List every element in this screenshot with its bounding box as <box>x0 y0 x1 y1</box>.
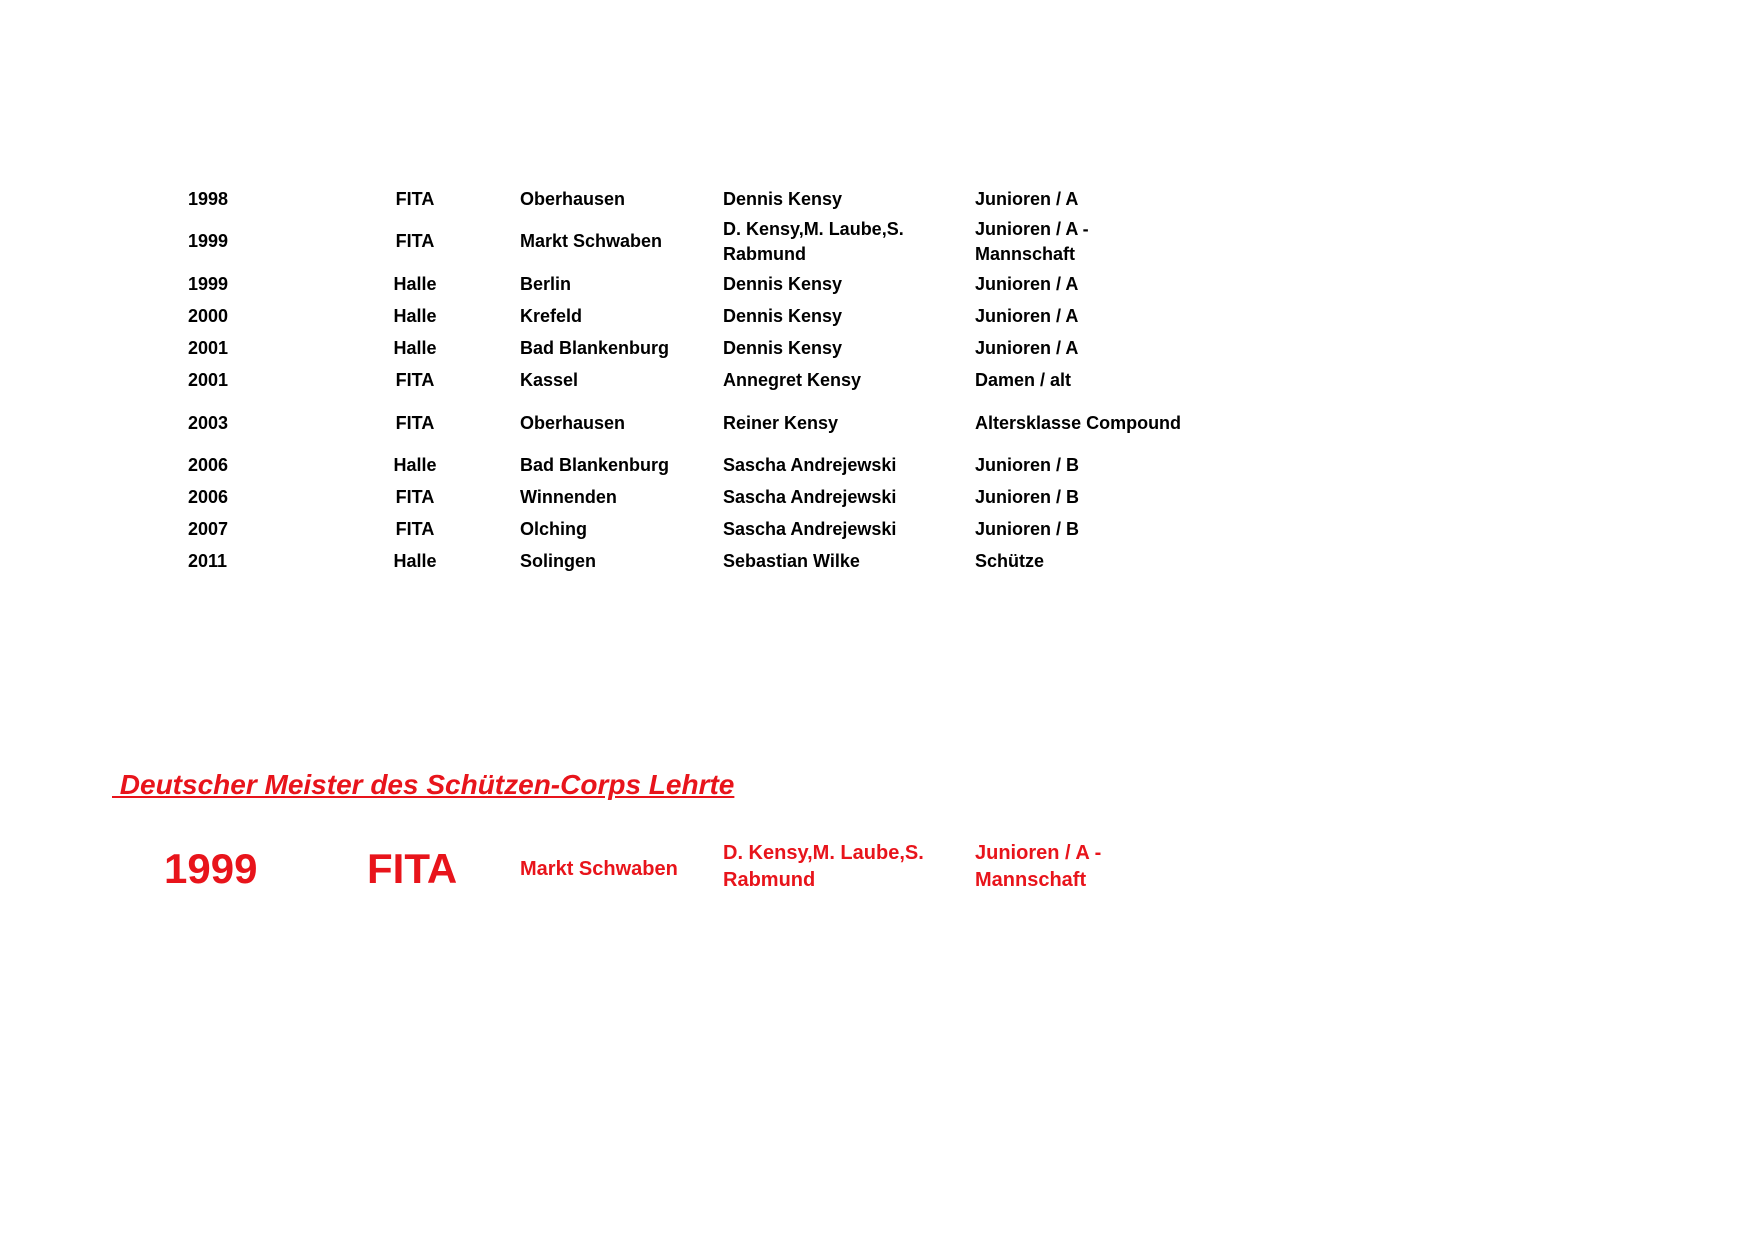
name-cell: Sascha Andrejewski <box>723 487 897 507</box>
type-cell: FITA <box>395 231 435 251</box>
place-cell: Winnenden <box>520 487 617 507</box>
name-cell: Dennis Kensy <box>723 306 843 326</box>
place-cell: Olching <box>520 519 587 539</box>
year-cell: 2003 <box>188 413 229 433</box>
highlight-name: D. Kensy,M. Laube,S. Rabmund <box>723 842 924 891</box>
year-cell: 2001 <box>188 338 229 358</box>
year-cell: 2006 <box>188 455 229 475</box>
name-cell: Annegret Kensy <box>723 370 862 390</box>
class-cell: Altersklasse Compound <box>975 413 1182 433</box>
year-cell: 1999 <box>188 231 229 251</box>
year-cell: 2006 <box>188 487 229 507</box>
year-cell: 2001 <box>188 370 229 390</box>
place-cell: Krefeld <box>520 306 583 326</box>
type-cell: Halle <box>393 274 437 294</box>
class-cell: Junioren / B <box>975 455 1080 475</box>
type-cell: Halle <box>393 338 437 358</box>
highlight-type: FITA <box>367 845 458 892</box>
name-cell: Dennis Kensy <box>723 338 843 358</box>
name-cell: Sascha Andrejewski <box>723 455 897 475</box>
type-cell: FITA <box>395 519 435 539</box>
year-cell: 1998 <box>188 189 229 209</box>
type-cell: FITA <box>395 413 435 433</box>
highlight-place: Markt Schwaben <box>520 858 678 880</box>
place-cell: Kassel <box>520 370 579 390</box>
place-cell: Solingen <box>520 551 596 571</box>
name-cell: D. Kensy,M. Laube,S. Rabmund <box>723 219 904 264</box>
place-cell: Bad Blankenburg <box>520 338 670 358</box>
class-cell: Schütze <box>975 551 1045 571</box>
section-heading: Deutscher Meister des Schützen-Corps Lehrte <box>112 769 735 800</box>
class-cell: Junioren / A <box>975 338 1079 358</box>
type-cell: Halle <box>393 455 437 475</box>
name-cell: Dennis Kensy <box>723 274 843 294</box>
type-cell: Halle <box>393 306 437 326</box>
place-cell: Oberhausen <box>520 189 626 209</box>
place-cell: Bad Blankenburg <box>520 455 670 475</box>
type-cell: FITA <box>395 189 435 209</box>
year-cell: 2011 <box>188 551 228 571</box>
class-cell: Damen / alt <box>975 370 1072 390</box>
class-cell: Junioren / B <box>975 519 1080 539</box>
class-cell: Junioren / A - Mannschaft <box>975 219 1089 264</box>
type-cell: FITA <box>395 487 435 507</box>
name-cell: Sebastian Wilke <box>723 551 860 571</box>
place-cell: Berlin <box>520 274 572 294</box>
year-cell: 2007 <box>188 519 229 539</box>
class-cell: Junioren / B <box>975 487 1080 507</box>
year-cell: 1999 <box>188 274 229 294</box>
place-cell: Markt Schwaben <box>520 231 663 251</box>
name-cell: Sascha Andrejewski <box>723 519 897 539</box>
class-cell: Junioren / A <box>975 306 1079 326</box>
place-cell: Oberhausen <box>520 413 626 433</box>
name-cell: Reiner Kensy <box>723 413 839 433</box>
highlight-class: Junioren / A - Mannschaft <box>975 842 1102 891</box>
highlight-year: 1999 <box>164 845 258 892</box>
year-cell: 2000 <box>188 306 229 326</box>
type-cell: FITA <box>395 370 435 390</box>
class-cell: Junioren / A <box>975 189 1079 209</box>
type-cell: Halle <box>393 551 437 571</box>
name-cell: Dennis Kensy <box>723 189 843 209</box>
class-cell: Junioren / A <box>975 274 1079 294</box>
